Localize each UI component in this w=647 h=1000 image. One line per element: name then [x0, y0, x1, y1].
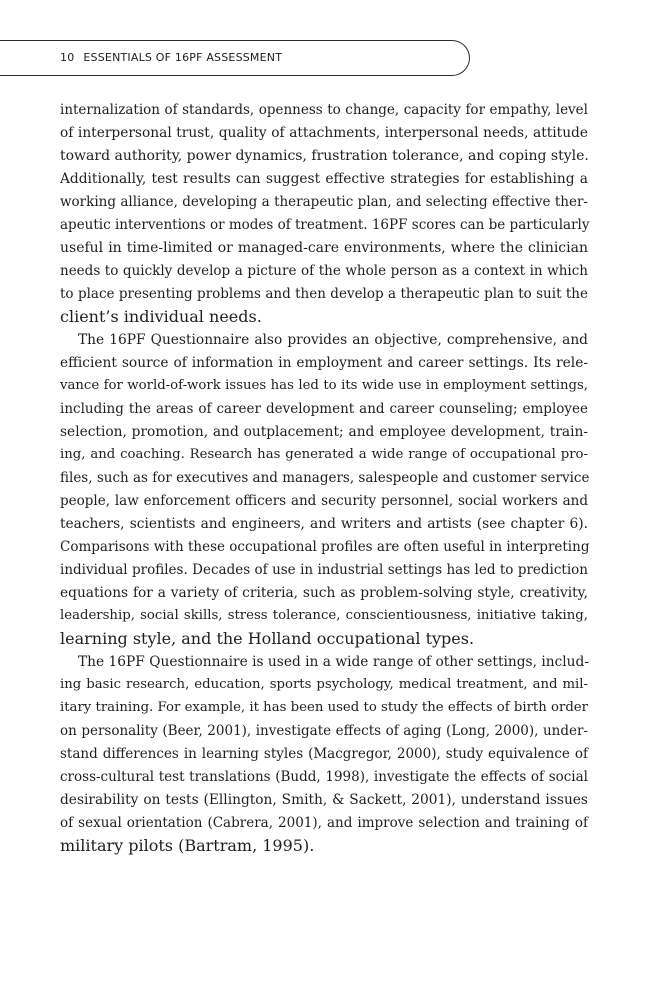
paragraph-1-line: needs to quickly develop a picture of the whole person as a context in which: [60, 263, 588, 279]
paragraph-1-line: of interpersonal trust, quality of attachments, interpersonal needs, attitude: [60, 125, 588, 141]
paragraph-1-line: Additionally, test results can suggest effective strategies for establishing a: [60, 171, 588, 187]
paragraph-3-line: stand differences in learning styles (Macgregor, 2000), study equivalence of: [60, 746, 588, 762]
paragraph-2-line: equations for a variety of criteria, such as problem-solving style, creativity,: [60, 585, 588, 601]
paragraph-2-line: ing, and coaching. Research has generated a wide range of occupational pro-: [60, 447, 588, 462]
paragraph-3-line: ing basic research, education, sports psychology, medical treatment, and mil-: [60, 677, 588, 692]
paragraph-2-line: Comparisons with these occupational profiles are often useful in interpreting: [60, 539, 590, 555]
paragraph-3-line: desirability on tests (Ellington, Smith, & Sackett, 2001), understand issues: [60, 792, 588, 808]
paragraph-2-line: efficient source of information in employment and career settings. Its rele-: [60, 355, 588, 371]
running-head-text: [60, 51, 282, 64]
paragraph-3-line: The 16PF Questionnaire is used in a wide range of other settings, includ-: [78, 654, 589, 670]
page-number: 10: [60, 51, 75, 64]
paragraph-3-line: of sexual orientation (Cabrera, 2001), and improve selection and training of: [60, 815, 588, 831]
paragraph-3-line: on personality (Beer, 2001), investigate effects of aging (Long, 2000), under-: [60, 723, 588, 739]
paragraph-2-line: individual profiles. Decades of use in industrial settings has led to prediction: [60, 562, 588, 578]
paragraph-1-line: working alliance, developing a therapeutic plan, and selecting effective ther-: [60, 194, 588, 210]
paragraph-1-line: to place presenting problems and then develop a therapeutic plan to suit the: [60, 286, 588, 302]
paragraph-3-line: cross-cultural test translations (Budd, 1998), investigate the effects of social: [60, 769, 588, 785]
paragraph-2-line: selection, promotion, and outplacement; and employee development, train-: [60, 424, 588, 440]
paragraph-2-line: teachers, scientists and engineers, and writers and artists (see chapter 6).: [60, 516, 588, 532]
paragraph-3-line: itary training. For example, it has been used to study the effects of birth order: [60, 700, 588, 715]
running-head: [0, 40, 470, 76]
paragraph-2-line: files, such as for executives and managers, salespeople and customer service: [60, 470, 590, 486]
paragraph-2-line: including the areas of career development and career counseling; employee: [60, 401, 588, 417]
paragraph-2-line: vance for world-of-work issues has led to its wide use in employment settings,: [60, 378, 588, 393]
paragraph-3-line: military pilots (Bartram, 1995).: [60, 836, 315, 855]
paragraph-1-line: client’s individual needs.: [60, 307, 262, 326]
paragraph-2-line: learning style, and the Holland occupational types.: [60, 629, 475, 648]
running-head-title: ESSENTIALS OF 16PF ASSESSMENT: [83, 51, 283, 64]
paragraph-1-line: useful in time-limited or managed-care environments, where the clinician: [60, 240, 588, 256]
paragraph-2-line: leadership, social skills, stress tolerance, conscientiousness, initiative taking,: [60, 608, 588, 623]
paragraph-1-line: apeutic interventions or modes of treatment. 16PF scores can be particularly: [60, 217, 590, 233]
paragraph-1-line: toward authority, power dynamics, frustration tolerance, and coping style.: [60, 148, 589, 164]
paragraph-1-line: internalization of standards, openness to change, capacity for empathy, level: [60, 102, 588, 118]
paragraph-2-line: people, law enforcement officers and security personnel, social workers and: [60, 493, 588, 509]
paragraph-2-line: The 16PF Questionnaire also provides an objective, comprehensive, and: [78, 332, 588, 348]
